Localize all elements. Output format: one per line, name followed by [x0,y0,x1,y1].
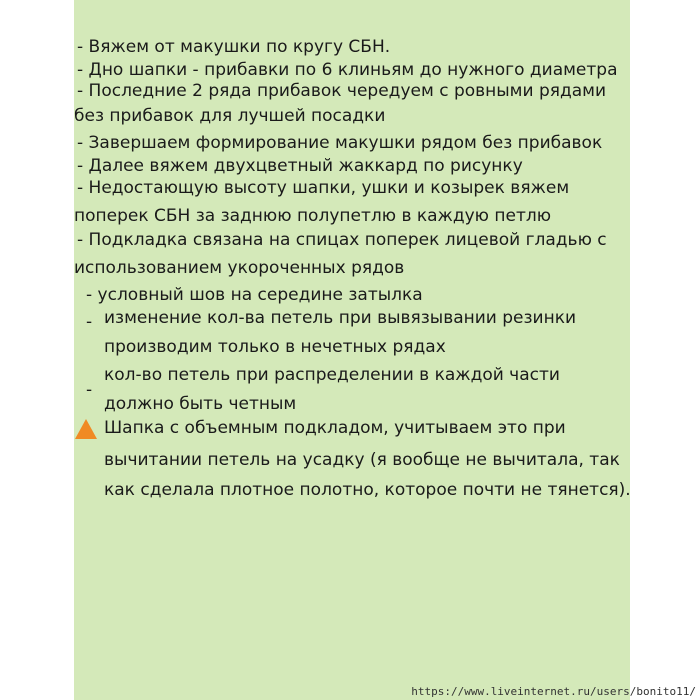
text-line-12: изменение кол-ва петель при вывязывании резинки [104,308,577,328]
text-line-11: - условный шов на середине затылка [86,285,423,305]
text-line-13: производим только в нечетных рядах [104,337,446,357]
text-line-15: должно быть четным [104,394,297,414]
text-line-1: - Вяжем от макушки по кругу СБН. [77,37,391,57]
text-line-16: Шапка с объемным подкладом, учитываем это при [104,418,566,438]
text-line-17: вычитании петель на усадку (я вообще не вычитала, так [104,450,620,470]
dash-marker-2: - [86,380,93,400]
text-line-9: - Подкладка связана на спицах поперек лицевой гладью с [77,230,607,250]
text-line-18: как сделала плотное полотно, которое почти не тянется). [104,480,631,500]
text-line-7: - Недостающую высоту шапки, ушки и козырек вяжем [77,178,570,198]
text-line-6: - Далее вяжем двухцветный жаккард по рисунку [77,156,523,176]
text-line-8: поперек СБН за заднюю полупетлю в каждую петлю [74,206,552,226]
dash-marker-1: - [86,312,93,332]
text-line-3: - Последние 2 ряда прибавок чередуем с ровными рядами [77,81,607,101]
watermark-url: https://www.liveinternet.ru/users/bonito11/ [411,685,696,698]
text-line-2: - Дно шапки - прибавки по 6 клиньям до нужного диаметра [77,60,618,80]
text-line-10: использованием укороченных рядов [74,258,405,278]
text-line-5: - Завершаем формирование макушки рядом без прибавок [77,133,603,153]
text-line-14: кол-во петель при распределении в каждой части [104,365,560,385]
text-line-4: без прибавок для лучшей посадки [74,106,386,126]
warning-triangle-icon [74,418,98,440]
